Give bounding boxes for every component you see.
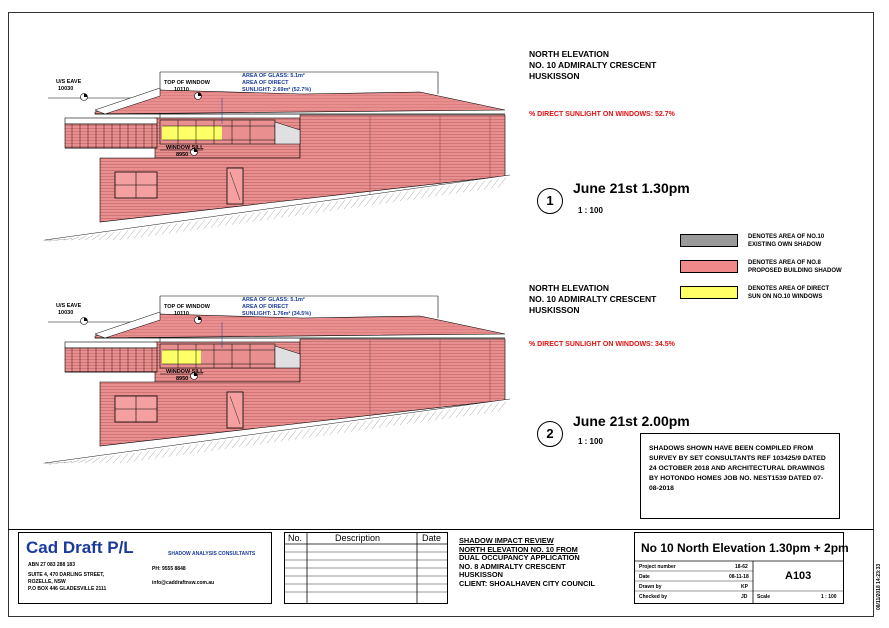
- elevation-1-window-sill-level: 8950: [176, 152, 189, 158]
- legend-label-proposed-shadow: DENOTES AREA OF NO.8 PROPOSED BUILDING SHADOW: [748, 260, 842, 274]
- notes-box: SHADOWS SHOWN HAVE BEEN COMPILED FROM SURVEY BY SET CONSULTANTS REF 103425/9 DATED 24 OCTOBER 2018 AND ARCHITECTURAL DRAWINGS BY HOTONDO HOMES JOB NO. NEST1539 DATED 07-08-2018: [640, 433, 840, 519]
- elevation-2-sunlit-area: [162, 350, 201, 364]
- elevation-1-sunlight-percent: % DIRECT SUNLIGHT ON WINDOWS: 52.7%: [529, 111, 675, 118]
- elevation-2-glass-note: AREA OF GLASS: 5.1m² AREA OF DIRECT SUNLIGHT: 1.76m² (34.5%): [242, 297, 312, 317]
- elevation-2-sunlight-percent: % DIRECT SUNLIGHT ON WINDOWS: 34.5%: [529, 341, 675, 348]
- elevation-1-glass-note: AREA OF GLASS: 5.1m² AREA OF DIRECT SUNLIGHT: 2.69m² (52.7%): [242, 73, 312, 93]
- company-address: SUITE 4, 470 DARLING STREET, ROZELLE, NSW P.O BOX 446 GLADESVILLE 2111: [28, 572, 107, 592]
- project-number-label: Project number: [639, 564, 676, 570]
- company-abn: ABN 27 083 288 183: [28, 562, 75, 568]
- drawn-by-label: Drawn by: [639, 584, 662, 590]
- elevation-2-eave-level: 10030: [58, 310, 74, 316]
- scale-label: Scale: [757, 594, 771, 600]
- sheet-number: A103: [785, 570, 812, 582]
- drawing-title: No 10 North Elevation 1.30pm + 2pm: [641, 541, 849, 555]
- checked-by-label: Checked by: [639, 594, 668, 600]
- elevation-2-drawing: [43, 296, 510, 464]
- company-tagline: SHADOW ANALYSIS CONSULTANTS: [168, 551, 256, 557]
- elevation-2-scale: 1 : 100: [578, 437, 603, 446]
- legend-label-own-shadow: DENOTES AREA OF NO.10 EXISTING OWN SHADOW: [748, 234, 825, 248]
- drawing-description: SHADOW IMPACT REVIEW NORTH ELEVATION NO. 10 FROM DUAL OCCUPANCY APPLICATION NO. 8 ADMIRALTY CRESCENT HUSKISSON CLIENT: SHOALHAVEN CITY COUNCIL: [459, 536, 596, 588]
- date-value: 08-11-18: [729, 574, 749, 580]
- legend-label-direct-sun: DENOTES AREA OF DIRECT SUN ON NO.10 WINDOWS: [748, 286, 830, 300]
- company-email: info@caddraftnsw.com.au: [152, 580, 215, 586]
- revision-header-date: Date: [422, 533, 442, 543]
- elevation-1-window-sill-label: WINDOW SILL: [166, 145, 204, 151]
- scale-value: 1 : 100: [821, 594, 837, 600]
- legend-swatch-proposed-shadow: [680, 260, 738, 273]
- elevation-2-number: 2: [537, 421, 563, 447]
- revision-table: [284, 532, 448, 604]
- elevation-2-heading: NORTH ELEVATION NO. 10 ADMIRALTY CRESCENT HUSKISSON: [529, 283, 657, 315]
- elevation-1-scale: 1 : 100: [578, 206, 603, 215]
- elevation-2-window-sill-label: WINDOW SILL: [166, 369, 204, 375]
- elevation-1-window-top-level: 10110: [174, 87, 189, 93]
- elevation-1-eave-level: 10030: [58, 86, 74, 92]
- revision-header-description: Description: [335, 533, 381, 543]
- elevation-1-window-top-label: TOP OF WINDOW: [164, 80, 210, 86]
- drawing-info-panel: [634, 532, 849, 604]
- project-number: 18-62: [735, 564, 748, 570]
- title-block-divider: [8, 529, 874, 530]
- elevation-2-window-top-label: TOP OF WINDOW: [164, 304, 210, 310]
- company-name: Cad Draft P/L: [26, 538, 134, 557]
- elevation-2-eave-label: U/S EAVE: [56, 303, 82, 309]
- elevation-1-sunlit-area: [162, 126, 222, 140]
- elevation-1-number: 1: [537, 188, 563, 214]
- legend-swatch-own-shadow: [680, 234, 738, 247]
- company-phone: PH: 9555 8848: [152, 566, 186, 572]
- elevation-1-heading: NORTH ELEVATION NO. 10 ADMIRALTY CRESCENT HUSKISSON: [529, 49, 657, 81]
- elevation-1-time: June 21st 1.30pm: [573, 180, 690, 196]
- revision-header-no: No.: [288, 533, 303, 543]
- plot-timestamp: 08/11/2018 14:23:33: [876, 563, 882, 610]
- revision-grid: [285, 533, 447, 603]
- elevation-2-window-top-level: 10110: [174, 311, 189, 317]
- elevation-1-drawing: [43, 72, 510, 241]
- elevation-2-window-sill-level: 8950: [176, 376, 189, 382]
- drawn-by: KP: [741, 584, 748, 590]
- checked-by: JD: [741, 594, 748, 600]
- legend-swatch-direct-sun: [680, 286, 738, 299]
- elevation-1-eave-label: U/S EAVE: [56, 79, 82, 85]
- date-label: Date: [639, 574, 650, 580]
- elevation-2-time: June 21st 2.00pm: [573, 413, 690, 429]
